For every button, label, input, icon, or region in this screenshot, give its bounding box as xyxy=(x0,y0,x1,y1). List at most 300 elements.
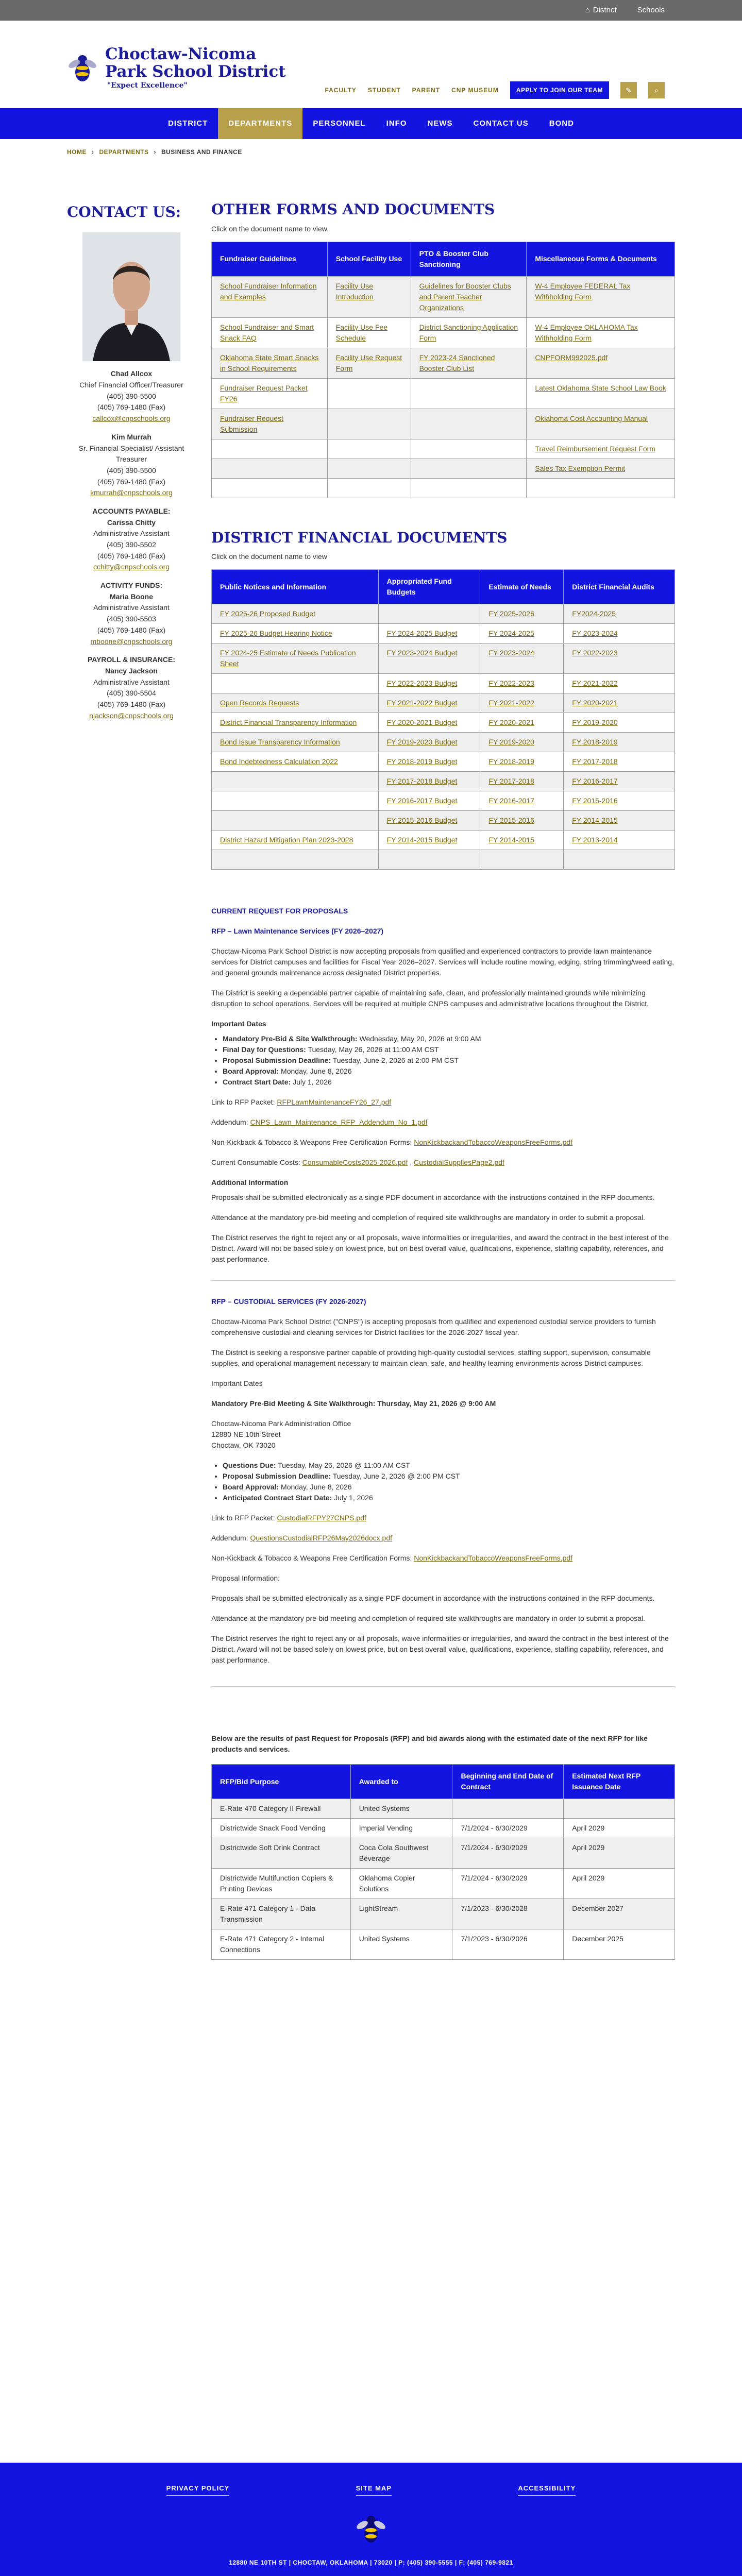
document-link[interactable]: FY 2018-2019 xyxy=(572,738,618,747)
table-row xyxy=(212,459,675,478)
table-cell xyxy=(527,317,675,348)
date-item: • Final Day for Questions: Tuesday, May 26, 2026 at 11:00 AM CST xyxy=(223,1044,675,1055)
contact-phone: (405) 390-5502 xyxy=(107,540,156,549)
document-link[interactable]: FY 2021-2022 Budget xyxy=(386,699,458,707)
nav-bond[interactable]: BOND xyxy=(549,118,574,128)
table-cell xyxy=(564,1899,675,1929)
contact-phone: (405) 390-5500 xyxy=(107,392,156,400)
table-cell xyxy=(564,1838,675,1869)
contact-email-link[interactable]: cchitty@cnpschools.org xyxy=(93,563,170,571)
document-link[interactable]: FY 2017-2018 xyxy=(488,777,534,786)
document-link[interactable]: FY 2024-2025 xyxy=(488,629,534,638)
contact-group xyxy=(67,580,196,647)
cust-address: Choctaw-Nicoma Park Administration Office 12880 NE 10th Street Choctaw, OK 73020 xyxy=(211,1419,351,1450)
table-cell xyxy=(378,831,480,850)
document-link[interactable]: Oklahoma Cost Accounting Manual xyxy=(535,414,648,422)
contact-fax: (405) 769-1480 (Fax) xyxy=(97,403,166,412)
cust-a1: Proposals shall be submitted electronically as a single PDF document in accordance with the instructions contained in the RFP documents. xyxy=(211,1594,655,1603)
rfp-section xyxy=(211,906,675,1960)
lawn-addendum-link[interactable]: CNPS_Lawn_Maintenance_RFP_Addendum_No_1.pdf xyxy=(250,1118,428,1127)
document-link[interactable]: FY 2014-2015 xyxy=(488,836,534,844)
table-row xyxy=(212,733,675,752)
cust-addendum-link[interactable]: QuestionsCustodialRFP26May2026docx.pdf xyxy=(250,1534,392,1543)
document-link[interactable]: FY2024-2025 xyxy=(572,609,616,618)
document-link[interactable]: School Fundraiser Information and Examples xyxy=(220,281,317,301)
table-cell xyxy=(480,772,564,791)
date-item: • Board Approval: Monday, June 8, 2026 xyxy=(223,1482,675,1493)
cust-addendum: Addendum: QuestionsCustodialRFP26May2026docx.pdf xyxy=(211,1534,392,1543)
cell-text: Oklahoma Copier Solutions xyxy=(359,1874,415,1893)
search-icon[interactable]: ⌕ xyxy=(648,82,665,98)
table-cell xyxy=(480,624,564,643)
site-map-link[interactable]: SITE MAP xyxy=(356,2483,392,2496)
financial-table xyxy=(211,569,675,870)
table-cell xyxy=(564,733,675,752)
cust-nonkickback-link[interactable]: NonKickbackandTobaccoWeaponsFreeForms.pdf xyxy=(414,1554,573,1563)
document-link[interactable]: FY 2014-2015 Budget xyxy=(386,836,458,844)
document-link[interactable]: FY 2017-2018 Budget xyxy=(386,777,458,786)
table-cell xyxy=(327,459,411,478)
document-link[interactable]: FY 2025-26 Budget Hearing Notice xyxy=(220,629,332,638)
district-link[interactable]: ⌂ District xyxy=(585,5,617,16)
document-link[interactable]: Facility Use Introduction xyxy=(335,281,374,301)
lawn-a1: Proposals shall be submitted electronically as a single PDF document in accordance with the instructions contained in the RFP documents. xyxy=(211,1193,655,1202)
document-link[interactable]: FY 2020-2021 xyxy=(572,699,618,707)
document-link[interactable]: FY 2024-25 Estimate of Needs Publication Sheet xyxy=(220,649,356,668)
table-row xyxy=(212,1869,675,1899)
table-cell xyxy=(527,478,675,498)
apply-button[interactable]: APPLY TO JOIN OUR TEAM xyxy=(510,81,609,99)
document-link[interactable]: FY 2019-2020 Budget xyxy=(386,738,458,747)
cell-text: E-Rate 471 Category 1 - Data Transmission xyxy=(220,1904,316,1924)
cust-p2: The District is seeking a responsive partner capable of providing high-quality custodial services, staffing support, supervision, consumable supplies, and operational management necessary to maintain clean, safe, and healthy learning environments across District campuses. xyxy=(211,1348,651,1368)
table-cell xyxy=(350,1929,452,1960)
table-row xyxy=(212,831,675,850)
table-row xyxy=(212,850,675,870)
table-cell xyxy=(564,1869,675,1899)
table-cell xyxy=(411,459,527,478)
lawn-a2: Attendance at the mandatory pre-bid meeting and completion of required site walkthroughs are mandatory in order to submit a proposal. xyxy=(211,1213,646,1222)
table-cell xyxy=(452,1869,564,1899)
table-cell xyxy=(212,317,328,348)
document-link[interactable]: FY 2025-26 Proposed Budget xyxy=(220,609,315,618)
document-link[interactable]: Oklahoma State Smart Snacks in School Requirements xyxy=(220,353,319,372)
contact-email-link[interactable]: callcox@cnpschools.org xyxy=(92,414,171,423)
document-link[interactable]: FY 2017-2018 xyxy=(572,757,618,766)
table-header: Awarded to xyxy=(350,1765,452,1799)
table-cell xyxy=(564,713,675,733)
lawn-dates-heading: Important Dates xyxy=(211,1020,266,1028)
table-header: PTO & Booster Club Sanctioning xyxy=(411,242,527,276)
privacy-policy-link[interactable]: PRIVACY POLICY xyxy=(166,2483,230,2496)
contact-name: Nancy Jackson xyxy=(105,666,158,675)
contact-phone: (405) 390-5504 xyxy=(107,689,156,698)
table-cell xyxy=(212,693,379,713)
table-cell xyxy=(212,348,328,378)
table-row xyxy=(212,772,675,791)
lawn-dates-list xyxy=(223,1033,675,1088)
table-cell xyxy=(212,1799,351,1819)
breadcrumb xyxy=(0,139,742,165)
table-cell xyxy=(212,604,379,624)
contact-fax: (405) 769-1480 (Fax) xyxy=(97,551,166,560)
table-row xyxy=(212,439,675,459)
table-row xyxy=(212,478,675,498)
lawn-packet: Link to RFP Packet: RFPLawnMaintenanceFY26_27.pdf xyxy=(211,1098,392,1107)
table-cell xyxy=(480,850,564,870)
district-tagline: "Expect Excellence" xyxy=(107,81,188,90)
table-cell xyxy=(480,674,564,693)
document-link[interactable]: W-4 Employee OKLAHOMA Tax Withholding Form xyxy=(535,323,638,342)
date-item: • Proposal Submission Deadline: Tuesday, June 2, 2026 @ 2:00 PM CST xyxy=(223,1471,675,1482)
contact-group-heading: ACTIVITY FUNDS: xyxy=(100,581,163,590)
table-cell xyxy=(452,1899,564,1929)
document-link[interactable]: FY 2022-2023 xyxy=(572,649,618,657)
table-cell xyxy=(212,1869,351,1899)
table-row xyxy=(212,1929,675,1960)
document-link[interactable]: FY 2016-2017 xyxy=(488,796,534,805)
table-cell xyxy=(212,811,379,831)
document-link[interactable]: Facility Use Fee Schedule xyxy=(335,323,388,342)
table-row xyxy=(212,378,675,409)
document-link[interactable]: FY 2016-2017 Budget xyxy=(386,796,458,805)
district-logo[interactable] xyxy=(67,45,286,91)
contact-email-link[interactable]: mboone@cnpschools.org xyxy=(90,637,173,646)
contact-name: Maria Boone xyxy=(109,592,153,601)
faculty-link[interactable]: FACULTY xyxy=(325,87,357,94)
table-row xyxy=(212,1799,675,1819)
document-link[interactable]: Bond Indebtedness Calculation 2022 xyxy=(220,757,338,766)
consumable-costs-link[interactable]: ConsumableCosts2025-2026.pdf xyxy=(302,1158,408,1167)
nav-departments[interactable]: DEPARTMENTS xyxy=(218,108,302,139)
utility-nav xyxy=(325,81,665,99)
staff-photo xyxy=(82,232,180,361)
breadcrumb-separator: › xyxy=(154,148,156,156)
table-row xyxy=(212,317,675,348)
divider xyxy=(211,1280,675,1281)
table-cell xyxy=(327,439,411,459)
document-link[interactable]: FY 2015-2016 xyxy=(572,796,618,805)
table-cell xyxy=(378,643,480,674)
table-cell xyxy=(564,772,675,791)
document-link[interactable]: Guidelines for Booster Clubs and Parent Teacher Organizations xyxy=(419,281,511,312)
cell-text: December 2025 xyxy=(572,1935,623,1943)
table-cell xyxy=(212,439,328,459)
document-link[interactable]: FY 2021-2022 xyxy=(488,699,534,707)
cell-text: April 2029 xyxy=(572,1874,605,1883)
table-cell xyxy=(212,752,379,772)
table-cell xyxy=(527,409,675,439)
district-name-line2: Park School District xyxy=(105,62,286,81)
contact-name: Kim Murrah xyxy=(111,432,151,441)
cell-text: December 2027 xyxy=(572,1904,623,1913)
table-row xyxy=(212,1838,675,1869)
document-link[interactable]: School Fundraiser and Smart Snack FAQ xyxy=(220,323,314,342)
document-link[interactable]: FY 2021-2022 xyxy=(572,679,618,688)
contact-card xyxy=(67,368,196,424)
table-row xyxy=(212,693,675,713)
document-link[interactable]: FY 2023-2024 xyxy=(572,629,618,638)
table-row xyxy=(212,674,675,693)
cell-text: United Systems xyxy=(359,1935,410,1943)
document-link[interactable]: FY 2023-2024 xyxy=(488,649,534,657)
lawn-rfp-title: RFP – Lawn Maintenance Services (FY 2026–2027) xyxy=(211,927,384,936)
table-cell xyxy=(452,1799,564,1819)
cell-text: Districtwide Soft Drink Contract xyxy=(220,1843,320,1852)
table-cell xyxy=(327,409,411,439)
table-row xyxy=(212,624,675,643)
table-header: Beginning and End Date of Contract xyxy=(452,1765,564,1799)
cell-text: 7/1/2024 - 6/30/2029 xyxy=(461,1824,528,1833)
table-cell xyxy=(212,733,379,752)
table-cell xyxy=(411,348,527,378)
district-name-line1: Choctaw-Nicoma xyxy=(105,45,257,63)
table-cell xyxy=(378,604,480,624)
document-link[interactable]: FY 2016-2017 xyxy=(572,777,618,786)
table-cell xyxy=(212,674,379,693)
table-cell xyxy=(480,831,564,850)
document-link[interactable]: Sales Tax Exemption Permit xyxy=(535,464,626,472)
table-cell xyxy=(350,1799,452,1819)
cell-text: E-Rate 470 Category II Firewall xyxy=(220,1804,321,1813)
table-header: Public Notices and Information xyxy=(212,570,379,604)
lawn-p1: Choctaw-Nicoma Park School District is now accepting proposals from qualified and experienced contractors to provide lawn maintenance services for District campuses and facilities for Fiscal Year 2026–2027. Services will include routine mowing, edging, string trimming/weed eating, and general grounds maintenance across designated District properties. xyxy=(211,947,674,977)
table-cell xyxy=(411,439,527,459)
table-cell xyxy=(480,791,564,811)
contact-group xyxy=(67,654,196,721)
document-link[interactable]: FY 2015-2016 xyxy=(488,816,534,825)
contact-group-heading: ACCOUNTS PAYABLE: xyxy=(92,506,171,515)
table-cell xyxy=(452,1819,564,1838)
table-cell xyxy=(350,1838,452,1869)
table-cell xyxy=(411,276,527,317)
schools-link[interactable]: Schools xyxy=(637,5,665,14)
table-row xyxy=(212,348,675,378)
table-cell xyxy=(378,693,480,713)
lawn-p2: The District is seeking a dependable partner capable of maintaining safe, clean, and professionally maintained grounds while minimizing disruption to school operations. Services will be required at multiple CNPS campuses and administrative locations throughout the District. xyxy=(211,989,649,1008)
document-link[interactable]: Fundraiser Request Submission xyxy=(220,414,283,433)
contact-group xyxy=(67,506,196,573)
table-cell xyxy=(327,276,411,317)
divider xyxy=(211,1686,675,1687)
cell-text: 7/1/2023 - 6/30/2026 xyxy=(461,1935,528,1943)
contact-fax: (405) 769-1480 (Fax) xyxy=(97,625,166,634)
document-link[interactable]: FY 2020-2021 Budget xyxy=(386,718,458,727)
document-link[interactable]: Travel Reimbursement Request Form xyxy=(535,444,655,453)
contact-name: Carissa Chitty xyxy=(107,518,156,527)
table-row xyxy=(212,643,675,674)
document-link[interactable]: FY 2023-2024 Budget xyxy=(386,649,458,657)
table-cell xyxy=(212,624,379,643)
table-row xyxy=(212,791,675,811)
table-row xyxy=(212,752,675,772)
cell-text: E-Rate 471 Category 2 - Internal Connections xyxy=(220,1935,325,1954)
table-cell xyxy=(480,713,564,733)
financial-note: Click on the document name to view xyxy=(211,552,327,561)
cell-text: Districtwide Multifunction Copiers & Printing Devices xyxy=(220,1874,333,1893)
table-cell xyxy=(411,478,527,498)
table-cell xyxy=(564,643,675,674)
student-link[interactable]: STUDENT xyxy=(367,87,401,94)
forms-table xyxy=(211,242,675,498)
table-cell xyxy=(452,1929,564,1960)
contact-group-heading: PAYROLL & INSURANCE: xyxy=(87,655,176,664)
document-link[interactable]: District Hazard Mitigation Plan 2023-2028 xyxy=(220,836,353,844)
table-cell xyxy=(564,752,675,772)
contact-title: CONTACT US: xyxy=(67,204,181,221)
contact-email-link[interactable]: njackson@cnpschools.org xyxy=(89,711,174,720)
custodial-rfp-title: RFP – CUSTODIAL SERVICES (FY 2026-2027) xyxy=(211,1297,366,1306)
table-cell xyxy=(212,276,328,317)
table-cell xyxy=(212,378,328,409)
cell-text: 7/1/2024 - 6/30/2029 xyxy=(461,1874,528,1883)
table-cell xyxy=(480,811,564,831)
contact-fax: (405) 769-1480 (Fax) xyxy=(97,477,166,486)
nav-district[interactable]: DISTRICT xyxy=(168,118,208,128)
table-cell xyxy=(212,831,379,850)
table-cell xyxy=(212,478,328,498)
document-link[interactable]: FY 2019-2020 xyxy=(572,718,618,727)
document-link[interactable]: FY 2018-2019 Budget xyxy=(386,757,458,766)
date-item: • Anticipated Contract Start Date: July 1, 2026 xyxy=(223,1493,675,1503)
document-link[interactable]: Bond Issue Transparency Information xyxy=(220,738,340,747)
table-row xyxy=(212,604,675,624)
document-link[interactable]: FY 2013-2014 xyxy=(572,836,618,844)
table-cell xyxy=(327,317,411,348)
cell-text: LightStream xyxy=(359,1904,398,1913)
table-header: Miscellaneous Forms & Documents xyxy=(527,242,675,276)
table-cell xyxy=(378,791,480,811)
table-row xyxy=(212,1819,675,1838)
document-link[interactable]: District Financial Transparency Information xyxy=(220,718,357,727)
document-link[interactable]: FY 2014-2015 xyxy=(572,816,618,825)
table-cell xyxy=(452,1838,564,1869)
table-cell xyxy=(378,752,480,772)
lawn-nonkickback-link[interactable]: NonKickbackandTobaccoWeaponsFreeForms.pdf xyxy=(414,1138,573,1147)
forms-title: OTHER FORMS AND DOCUMENTS xyxy=(211,201,495,218)
table-cell xyxy=(480,643,564,674)
table-cell xyxy=(564,1929,675,1960)
document-link[interactable]: FY 2019-2020 xyxy=(488,738,534,747)
past-rfp-table xyxy=(211,1764,675,1960)
document-link[interactable]: FY 2018-2019 xyxy=(488,757,534,766)
date-item: • Board Approval: Monday, June 8, 2026 xyxy=(223,1066,675,1077)
nav-news[interactable]: NEWS xyxy=(427,118,453,128)
table-cell xyxy=(411,409,527,439)
document-link[interactable]: Fundraiser Request Packet FY26 xyxy=(220,383,308,403)
breadcrumb-separator: › xyxy=(92,148,94,156)
table-cell xyxy=(527,378,675,409)
table-cell xyxy=(378,772,480,791)
contact-role: Chief Financial Officer/Treasurer xyxy=(79,381,183,389)
cell-text: Imperial Vending xyxy=(359,1824,413,1833)
document-link[interactable]: CNPFORM992025.pdf xyxy=(535,353,608,362)
footer-mascot-icon xyxy=(356,2512,386,2552)
date-item: • Mandatory Pre-Bid & Site Walkthrough: Wednesday, May 20, 2026 at 9:00 AM xyxy=(223,1033,675,1044)
document-link[interactable]: FY 2020-2021 xyxy=(488,718,534,727)
table-cell xyxy=(564,831,675,850)
lawn-packet-link[interactable]: RFPLawnMaintenanceFY26_27.pdf xyxy=(277,1098,392,1107)
table-header: Estimate of Needs xyxy=(480,570,564,604)
contact-phone: (405) 390-5503 xyxy=(107,615,156,623)
financial-title: DISTRICT FINANCIAL DOCUMENTS xyxy=(211,529,508,546)
date-item: • Questions Due: Tuesday, May 26, 2026 @ 11:00 AM CST xyxy=(223,1460,675,1471)
table-row xyxy=(212,409,675,439)
cust-dates-list xyxy=(223,1460,675,1503)
nav-personnel[interactable]: PERSONNEL xyxy=(313,118,366,128)
table-cell xyxy=(564,604,675,624)
document-link[interactable]: FY 2022-2023 xyxy=(488,679,534,688)
table-cell xyxy=(564,791,675,811)
table-row xyxy=(212,713,675,733)
tools-icon[interactable]: ✎ xyxy=(620,82,637,98)
cust-p1: Choctaw-Nicoma Park School District ("CNPS") is accepting proposals from qualified and experienced custodial service providers to furnish comprehensive custodial and cleaning services for District facilities for the 2026-2027 fiscal year. xyxy=(211,1317,656,1337)
nav-contact-us[interactable]: CONTACT US xyxy=(473,118,529,128)
document-link[interactable]: District Sanctioning Application Form xyxy=(419,323,518,342)
breadcrumb-departments[interactable]: DEPARTMENTS xyxy=(99,148,149,156)
breadcrumb-home[interactable]: HOME xyxy=(67,148,87,156)
document-link[interactable]: Open Records Requests xyxy=(220,699,299,707)
document-link[interactable]: W-4 Employee FEDERAL Tax Withholding Form xyxy=(535,281,631,301)
table-cell xyxy=(327,348,411,378)
contact-name: Chad Allcox xyxy=(110,369,153,378)
cust-packet-link[interactable]: CustodialRFPY27CNPS.pdf xyxy=(277,1514,366,1522)
contact-role: Sr. Financial Specialist/ Assistant Treasurer xyxy=(78,444,184,464)
table-cell xyxy=(212,713,379,733)
parent-link[interactable]: PARENT xyxy=(412,87,441,94)
table-cell xyxy=(411,378,527,409)
cell-text: Coca Cola Southwest Beverage xyxy=(359,1843,429,1863)
table-cell xyxy=(350,1819,452,1838)
table-cell xyxy=(527,439,675,459)
utility-top-bar xyxy=(0,0,742,21)
document-link[interactable]: FY 2025-2026 xyxy=(488,609,534,618)
table-cell xyxy=(212,643,379,674)
nav-info[interactable]: INFO xyxy=(386,118,407,128)
document-link[interactable]: FY 2024-2025 Budget xyxy=(386,629,458,638)
museum-link[interactable]: CNP MUSEUM xyxy=(451,87,499,94)
table-cell xyxy=(411,317,527,348)
table-cell xyxy=(564,693,675,713)
table-cell xyxy=(480,752,564,772)
cell-text: April 2029 xyxy=(572,1843,605,1852)
breadcrumb-current: BUSINESS AND FINANCE xyxy=(161,148,242,156)
accessibility-link[interactable]: ACCESSIBILITY xyxy=(518,2483,576,2496)
table-cell xyxy=(480,604,564,624)
lawn-a3: The District reserves the right to reject any or all proposals, waive informalities or irregularities, and award the contract in the best interest of the District. Award will not be based solely on lowest price, but on best overall value, qualifications, experience, staffing capability, references, and past performance. xyxy=(211,1233,669,1264)
table-header: District Financial Audits xyxy=(564,570,675,604)
contact-email-link[interactable]: kmurrah@cnpschools.org xyxy=(90,488,173,497)
cust-proposal-info: Proposal Information: xyxy=(211,1574,280,1583)
contact-role: Administrative Assistant xyxy=(93,677,170,686)
table-cell xyxy=(480,733,564,752)
document-link[interactable]: FY 2015-2016 Budget xyxy=(386,816,458,825)
footer-address: 12880 NE 10TH ST | CHOCTAW, OKLAHOMA | 73020 | P: (405) 390-5555 | F: (405) 769-9821 xyxy=(229,2559,513,2566)
document-link[interactable]: Facility Use Request Form xyxy=(335,353,402,372)
table-cell xyxy=(564,1819,675,1838)
custodial-supplies-link[interactable]: CustodialSuppliesPage2.pdf xyxy=(414,1158,504,1167)
document-link[interactable]: Latest Oklahoma State School Law Book xyxy=(535,383,666,392)
cust-dates-heading: Important Dates xyxy=(211,1379,263,1388)
table-row xyxy=(212,811,675,831)
past-rfp-intro: Below are the results of past Request for Proposals (RFP) and bid awards along with the estimated date of the next RFP for like products and services. xyxy=(211,1734,648,1754)
contact-sidebar xyxy=(67,201,196,721)
document-link[interactable]: FY 2022-2023 Budget xyxy=(386,679,458,688)
document-link[interactable]: FY 2023-24 Sanctioned Booster Club List xyxy=(419,353,495,372)
table-cell xyxy=(564,674,675,693)
date-item: • Contract Start Date: July 1, 2026 xyxy=(223,1077,675,1088)
table-cell xyxy=(564,1799,675,1819)
